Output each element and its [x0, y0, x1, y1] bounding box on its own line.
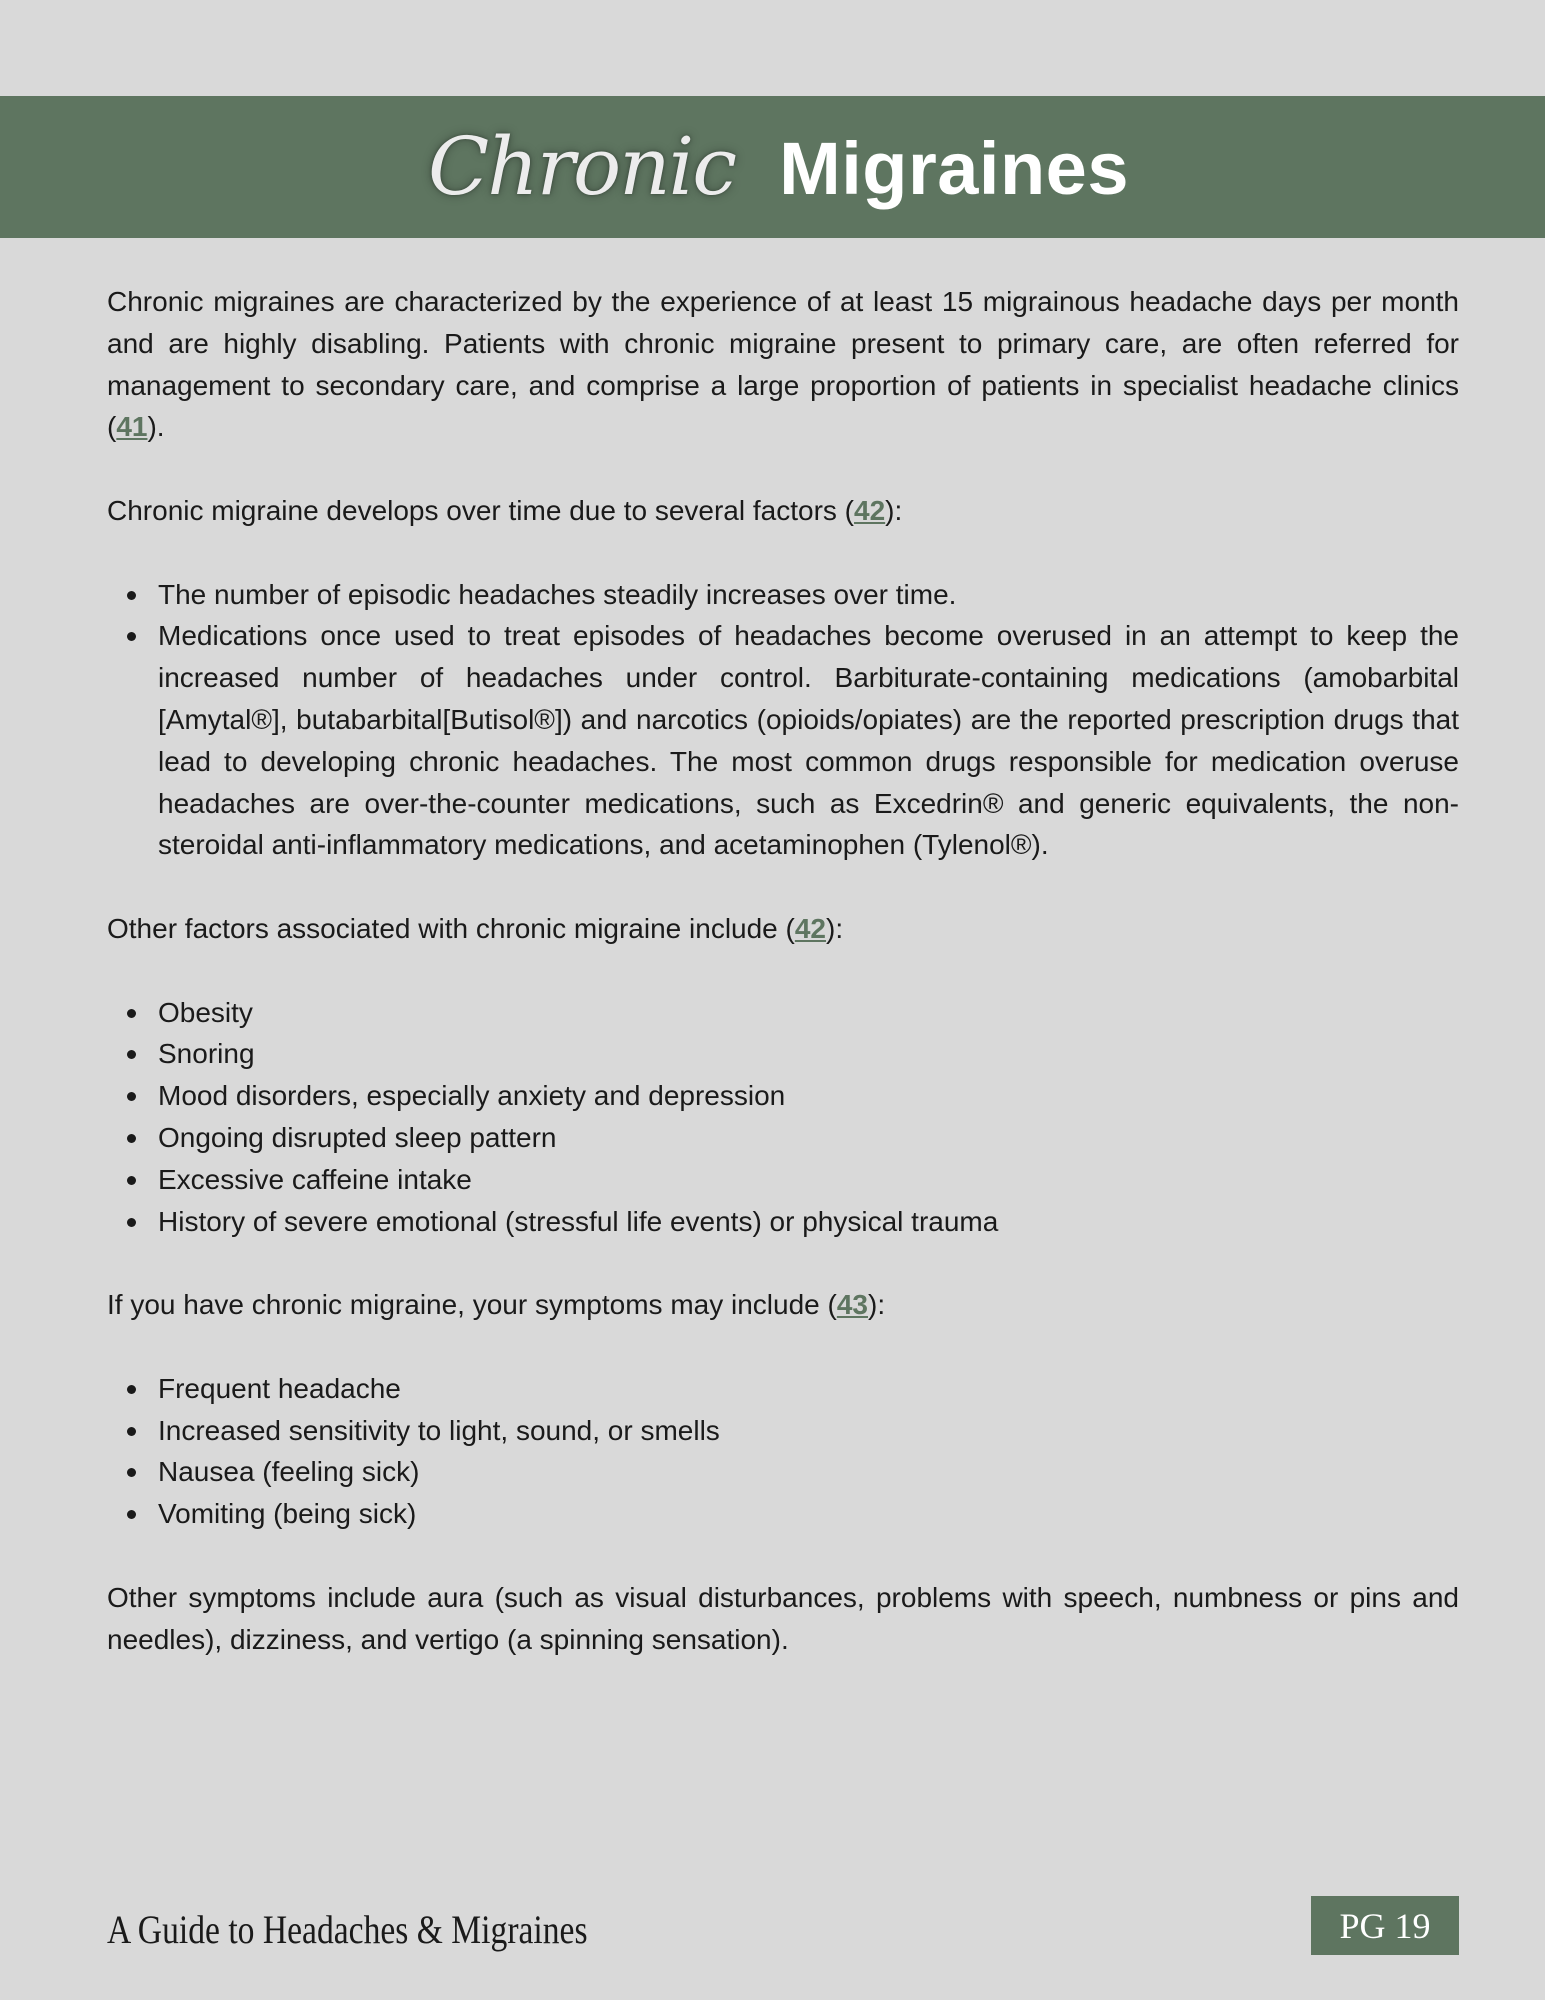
- title-script-word: Chronic: [428, 120, 736, 213]
- header-banner: [0, 96, 1545, 238]
- title-main-word: Migraines: [779, 127, 1129, 210]
- reference-link-41[interactable]: 41: [116, 411, 148, 443]
- associated-factors-list: [107, 992, 1459, 1243]
- symptoms-list: [107, 1368, 1459, 1535]
- list-item: Nausea (feeling sick): [158, 1451, 1459, 1493]
- list-item: Vomiting (being sick): [158, 1493, 1459, 1535]
- development-factors-list: [107, 574, 1459, 867]
- page-number-badge: PG 19: [1311, 1896, 1459, 1955]
- intro-paragraph: Chronic migraines are characterized by the experience of at least 15 migrainous headache days per month and are highly disabling. Patients with chronic migraine present to primary care, are often referred for management to secondary care, and comprise a large proportion of patients in specialist headache clinics (41).: [107, 286, 1459, 443]
- list-item: Snoring: [158, 1033, 1459, 1075]
- list-item: Increased sensitivity to light, sound, or smells: [158, 1410, 1459, 1452]
- list-item: Obesity: [158, 992, 1459, 1034]
- list-item: Frequent headache: [158, 1368, 1459, 1410]
- other-factors-lead-paragraph: Other factors associated with chronic migraine include (42):: [107, 912, 844, 944]
- list-item: Mood disorders, especially anxiety and depression: [158, 1075, 1459, 1117]
- reference-link-42[interactable]: 42: [854, 494, 886, 526]
- list-item: The number of episodic headaches steadily increases over time.: [158, 574, 1459, 616]
- list-item: Ongoing disrupted sleep pattern: [158, 1117, 1459, 1159]
- list-item: History of severe emotional (stressful life events) or physical trauma: [158, 1201, 1459, 1243]
- list-item: Excessive caffeine intake: [158, 1159, 1459, 1201]
- reference-link-43[interactable]: 43: [836, 1289, 869, 1321]
- factors-lead-paragraph: Chronic migraine develops over time due to several factors (42):: [107, 494, 903, 526]
- footer-guide-title: A Guide to Headaches & Migraines: [107, 1907, 588, 1952]
- list-item: Medications once used to treat episodes of headaches become overused in an attempt to keep the increased number of headaches under control. Barbiturate-containing medications (amobarbital [Amytal®], butabarbital[Butisol®]) and narcotics (opioids/opiates) are the reported prescription drugs that lead to developing chronic headaches. The most common drugs responsible for medication overuse headaches are over-the-counter medications, such as Excedrin® and generic equivalents, the non-steroidal anti-inflammatory medications, and acetaminophen (Tylenol®).: [158, 615, 1459, 866]
- symptoms-lead-paragraph: If you have chronic migraine, your symptoms may include (43):: [107, 1289, 886, 1321]
- article-body: [107, 281, 1459, 1702]
- closing-paragraph: Other symptoms include aura (such as visual disturbances, problems with speech, numbness or pins and needles), dizziness, and vertigo (a spinning sensation).: [107, 1581, 1459, 1655]
- page-title: [428, 120, 1129, 213]
- reference-link-42[interactable]: 42: [794, 912, 827, 944]
